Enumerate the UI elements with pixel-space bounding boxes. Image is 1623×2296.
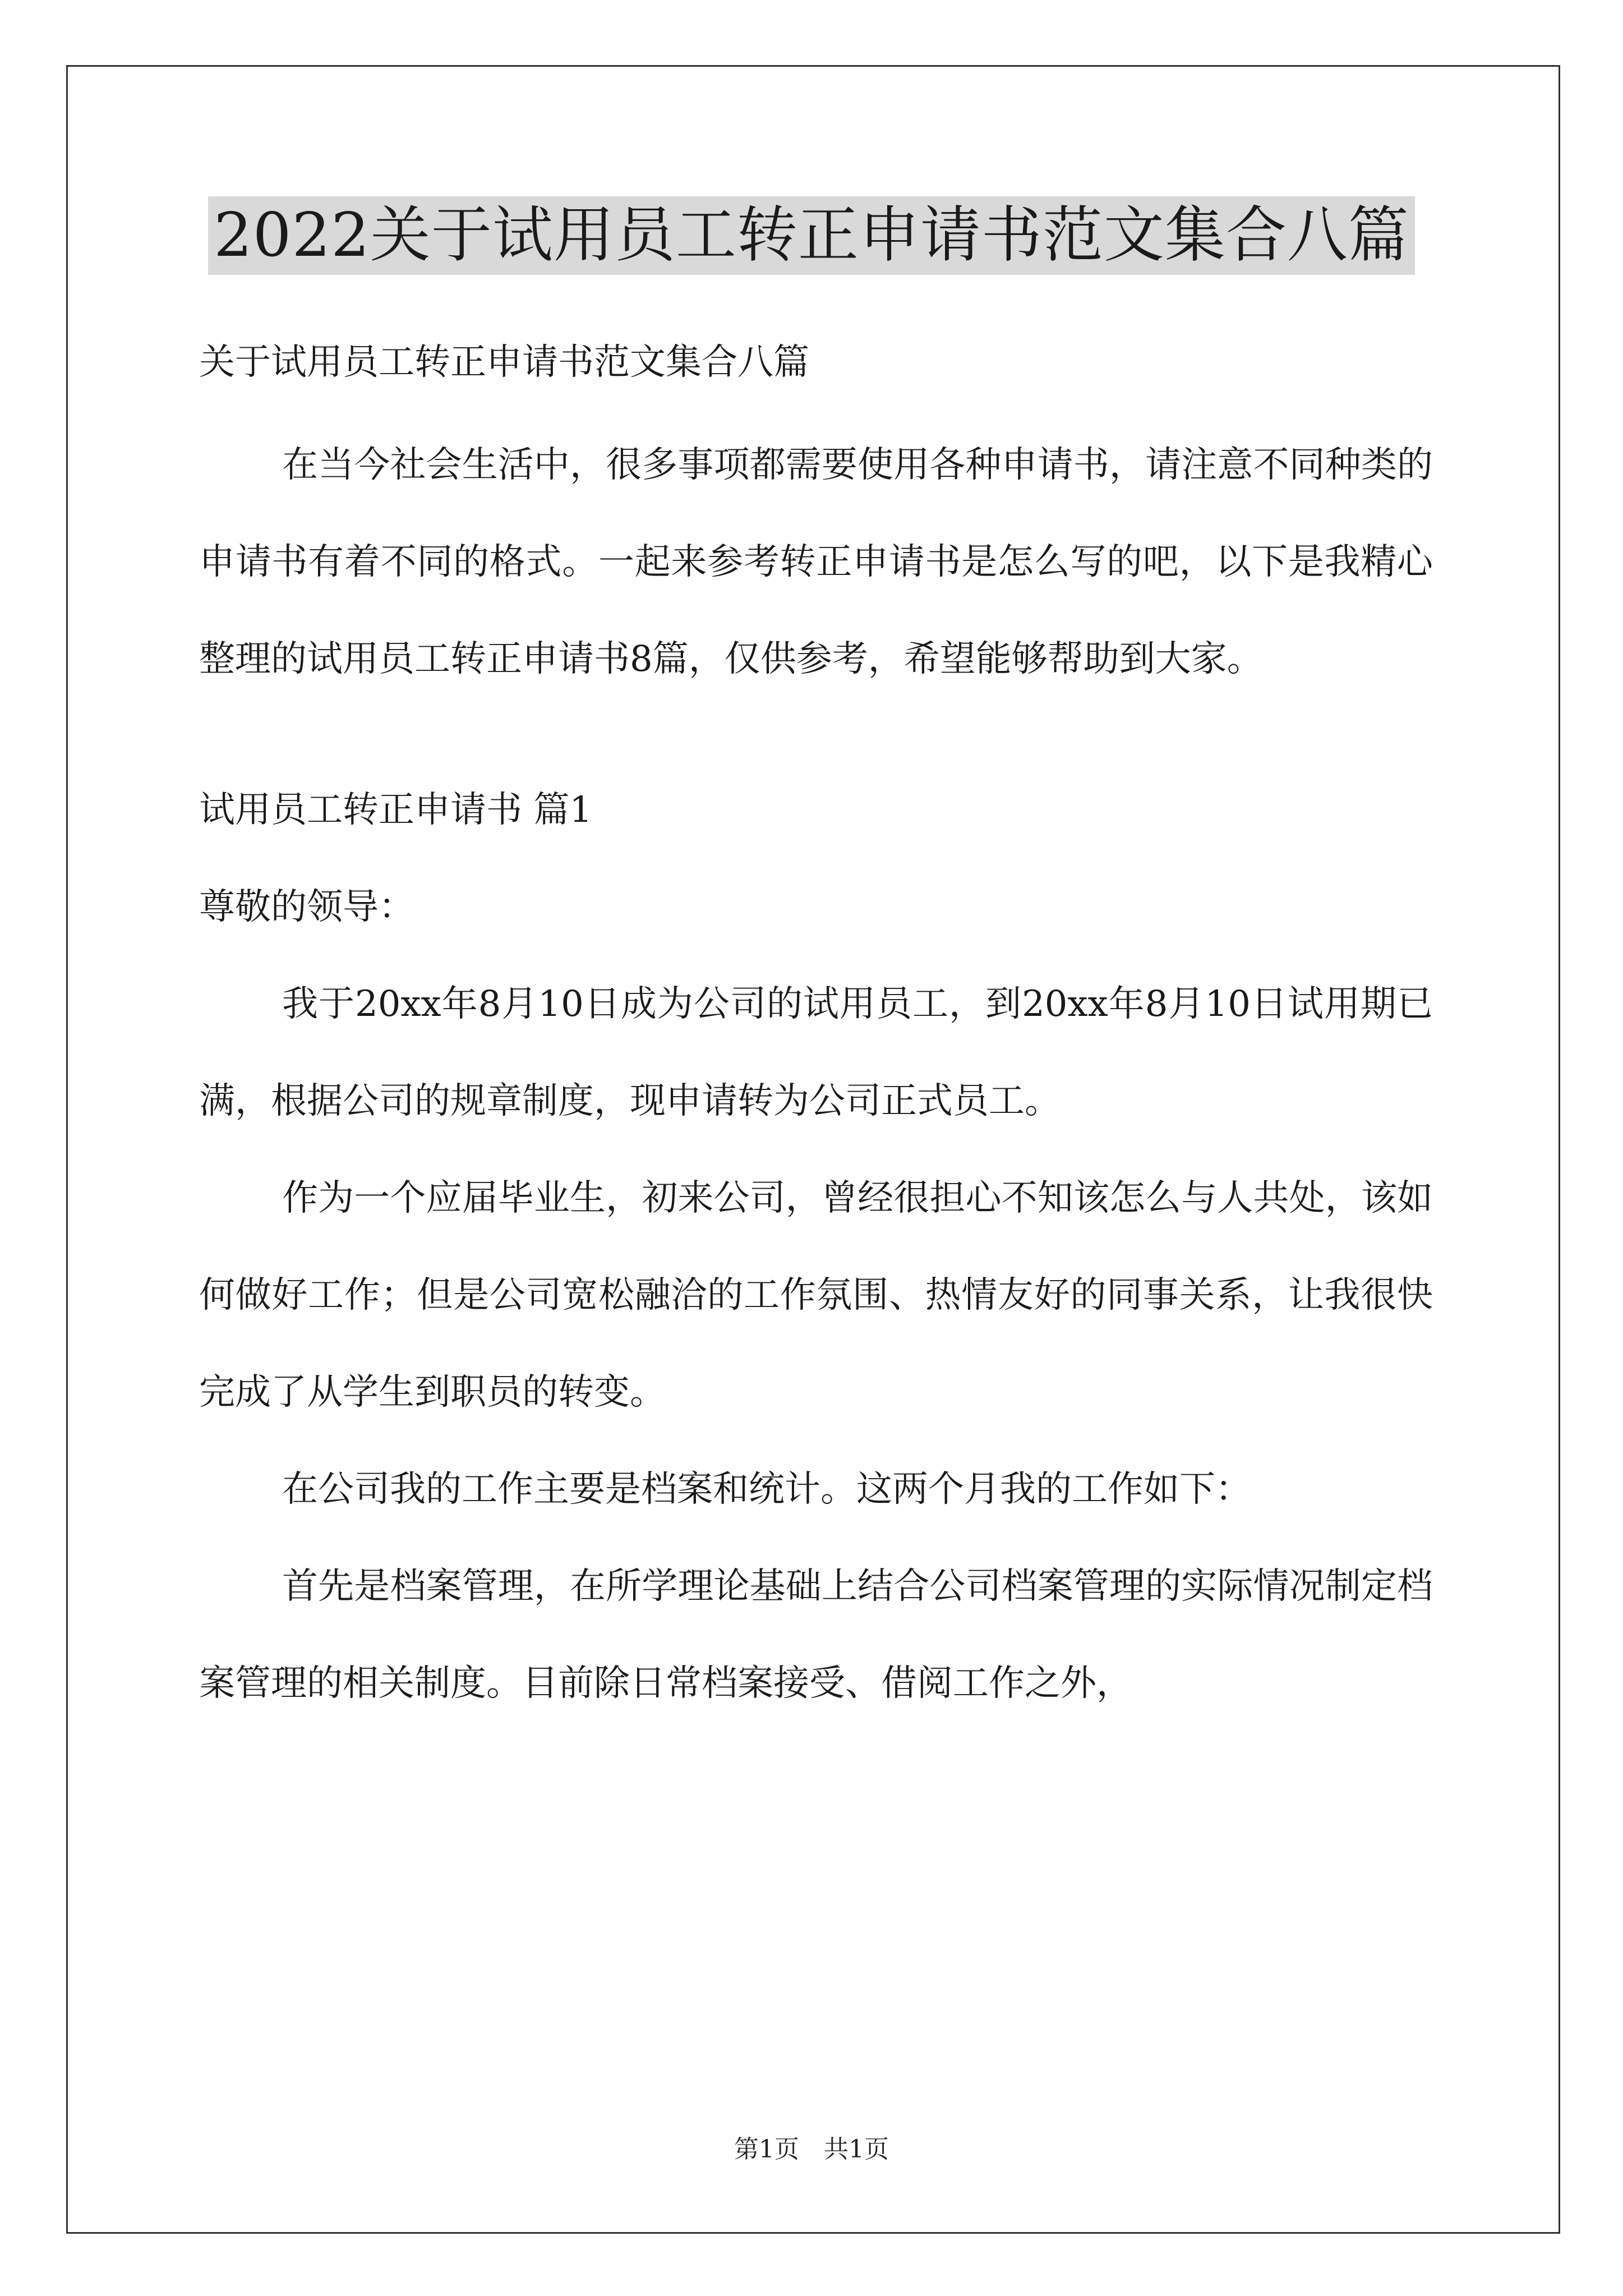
- title-container: [0, 196, 1623, 275]
- document-body: [199, 314, 1433, 1732]
- intro-paragraph: 在当今社会生活中，很多事项都需要使用各种申请书，请注意不同种类的申请书有着不同的格式。一起来参考转正申请书是怎么写的吧，以下是我精心整理的试用员工转正申请书8篇，仅供参考，希望能够帮助到大家。: [199, 444, 1433, 680]
- body-paragraph: 作为一个应届毕业生，初来公司，曾经很担心不知该怎么与人共处，该如何做好工作；但是公司宽松融洽的工作氛围、热情友好的同事关系，让我很快完成了从学生到职员的转变。: [199, 1177, 1433, 1413]
- section-heading: 试用员工转正申请书 篇1: [199, 789, 593, 831]
- spacer: [199, 411, 1433, 417]
- body-paragraph: 在公司我的工作主要是档案和统计。这两个月我的工作如下：: [282, 1469, 1251, 1510]
- page-footer: 第1页 共1页: [734, 2135, 889, 2164]
- body-paragraph: 我于20xx年8月10日成为公司的试用员工，到20xx年8月10日试用期已满，根据公司的规章制度，现申请转为公司正式员工。: [199, 983, 1433, 1122]
- spacer: [199, 708, 1433, 762]
- document-subtitle: 关于试用员工转正申请书范文集合八篇: [199, 342, 809, 383]
- body-paragraph: 首先是档案管理，在所学理论基础上结合公司档案管理的实际情况制定档案管理的相关制度。目前除日常档案接受、借阅工作之外，: [199, 1566, 1433, 1704]
- salutation: 尊敬的领导：: [199, 886, 414, 928]
- document-title: 2022关于试用员工转正申请书范文集合八篇: [208, 196, 1415, 275]
